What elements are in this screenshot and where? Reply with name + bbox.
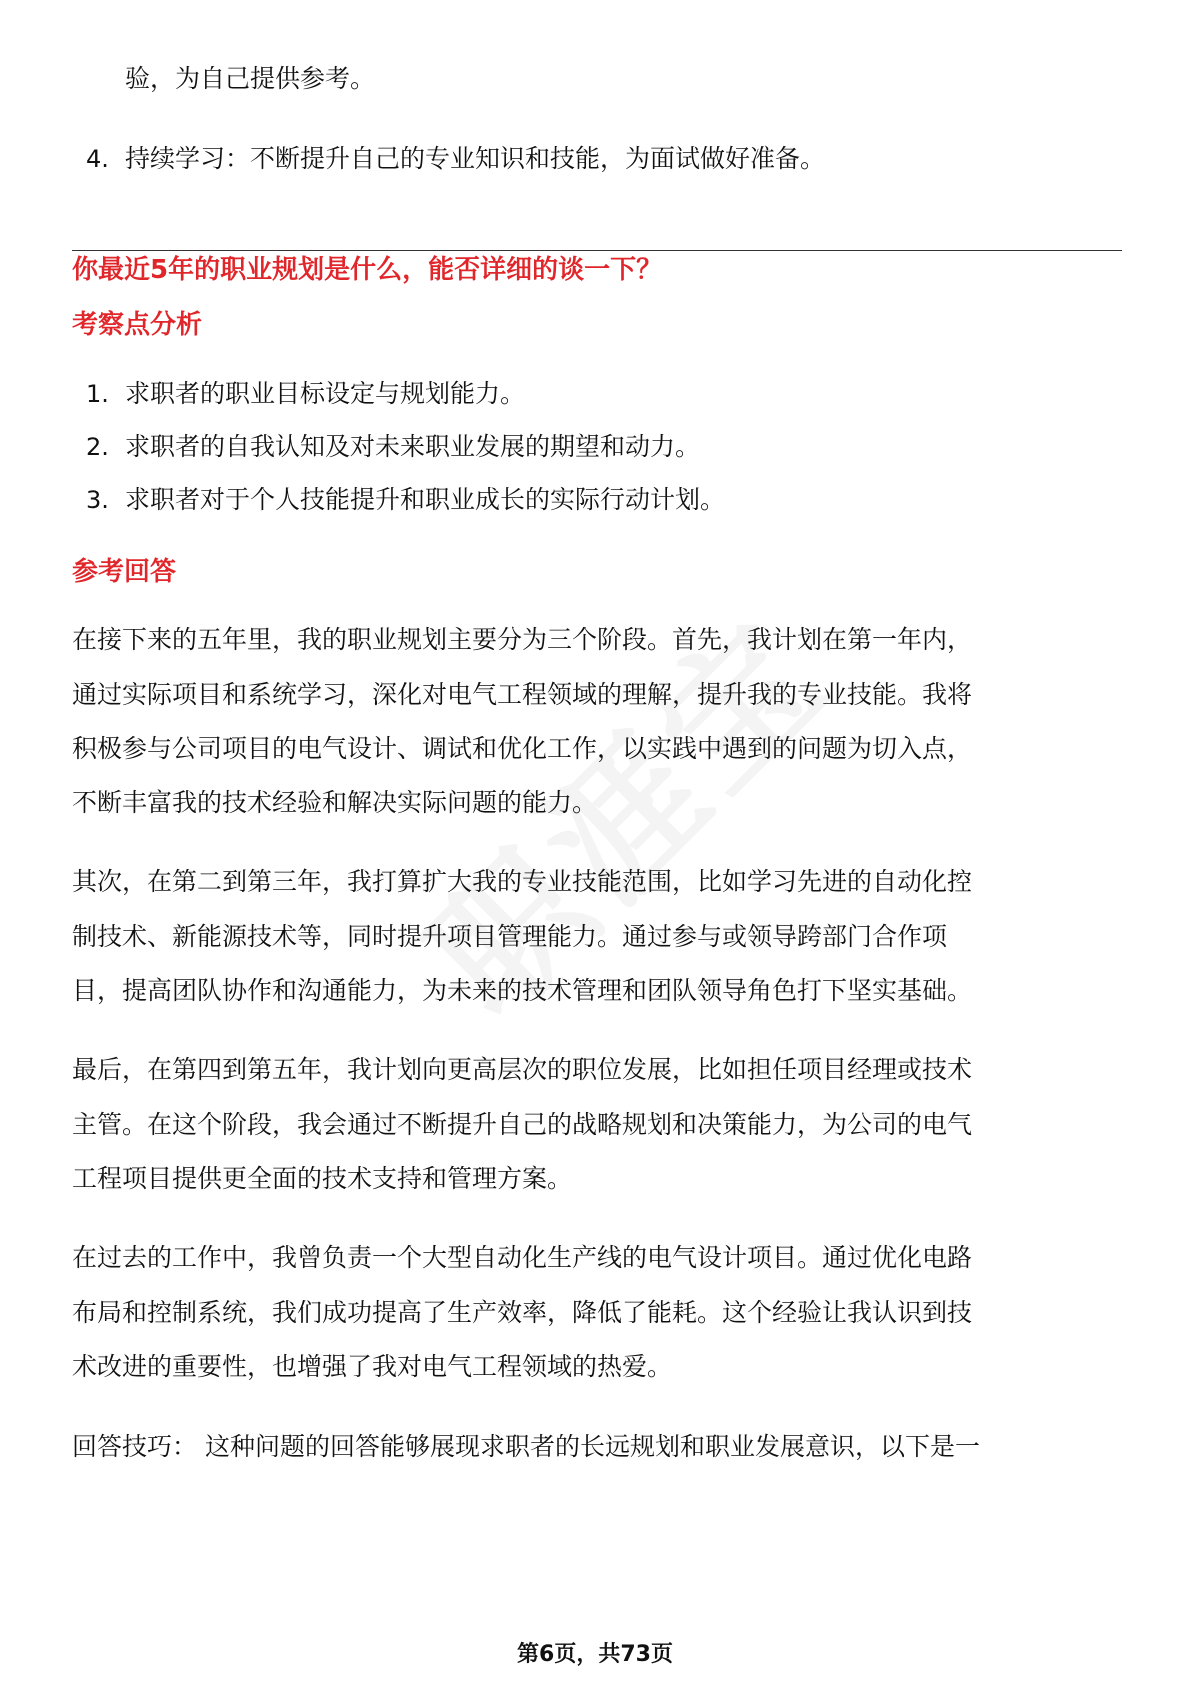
paragraph-line: 不断丰富我的技术经验和解决实际问题的能力。	[72, 788, 598, 817]
paragraph-line: 在过去的工作中，我曾负责一个大型自动化生产线的电气设计项目。通过优化电路	[72, 1243, 973, 1272]
paragraph-line: 主管。在这个阶段，我会通过不断提升自己的战略规划和决策能力，为公司的电气	[72, 1110, 973, 1139]
paragraph-line: 在接下来的五年里，我的职业规划主要分为三个阶段。首先，我计划在第一年内，	[72, 625, 973, 654]
answer-heading: 参考回答	[72, 557, 177, 587]
paragraph-line: 工程项目提供更全面的技术支持和管理方案。	[72, 1164, 573, 1193]
analysis-item-number: 1.	[86, 380, 109, 408]
paragraph-line: 其次，在第二到第三年，我打算扩大我的专业技能范围，比如学习先进的自动化控	[72, 867, 973, 896]
question-title: 你最近5年的职业规划是什么，能否详细的谈一下？	[72, 255, 663, 285]
analysis-item-text: 求职者对于个人技能提升和职业成长的实际行动计划。	[125, 485, 726, 514]
page-number: 第6页，共73页	[517, 1642, 673, 1667]
list-item-text: 持续学习：不断提升自己的专业知识和技能，为面试做好准备。	[125, 144, 826, 173]
paragraph-line: 目，提高团队协作和沟通能力，为未来的技术管理和团队领导角色打下坚实基础。	[72, 976, 973, 1005]
list-item-continued-text: 验，为自己提供参考。	[125, 64, 376, 93]
paragraph-line: 积极参与公司项目的电气设计、调试和优化工作，以实践中遇到的问题为切入点，	[72, 734, 973, 763]
answer-tips-line: 回答技巧： 这种问题的回答能够展现求职者的长远规划和职业发展意识，以下是一	[72, 1432, 980, 1461]
paragraph-line: 通过实际项目和系统学习，深化对电气工程领域的理解，提升我的专业技能。我将	[72, 680, 973, 709]
analysis-item-text: 求职者的自我认知及对未来职业发展的期望和动力。	[125, 432, 701, 461]
analysis-item-text: 求职者的职业目标设定与规划能力。	[125, 379, 526, 408]
paragraph-line: 布局和控制系统，我们成功提高了生产效率，降低了能耗。这个经验让我认识到技	[72, 1298, 973, 1327]
paragraph-line: 制技术、新能源技术等，同时提升项目管理能力。通过参与或领导跨部门合作项	[72, 922, 948, 951]
analysis-item-number: 3.	[86, 486, 109, 514]
paragraph-line: 最后，在第四到第五年，我计划向更高层次的职位发展，比如担任项目经理或技术	[72, 1055, 973, 1084]
list-item-number: 4.	[86, 145, 109, 173]
paragraph-line: 术改进的重要性，也增强了我对电气工程领域的热爱。	[72, 1352, 673, 1381]
analysis-item-number: 2.	[86, 433, 109, 461]
analysis-heading: 考察点分析	[72, 310, 203, 340]
